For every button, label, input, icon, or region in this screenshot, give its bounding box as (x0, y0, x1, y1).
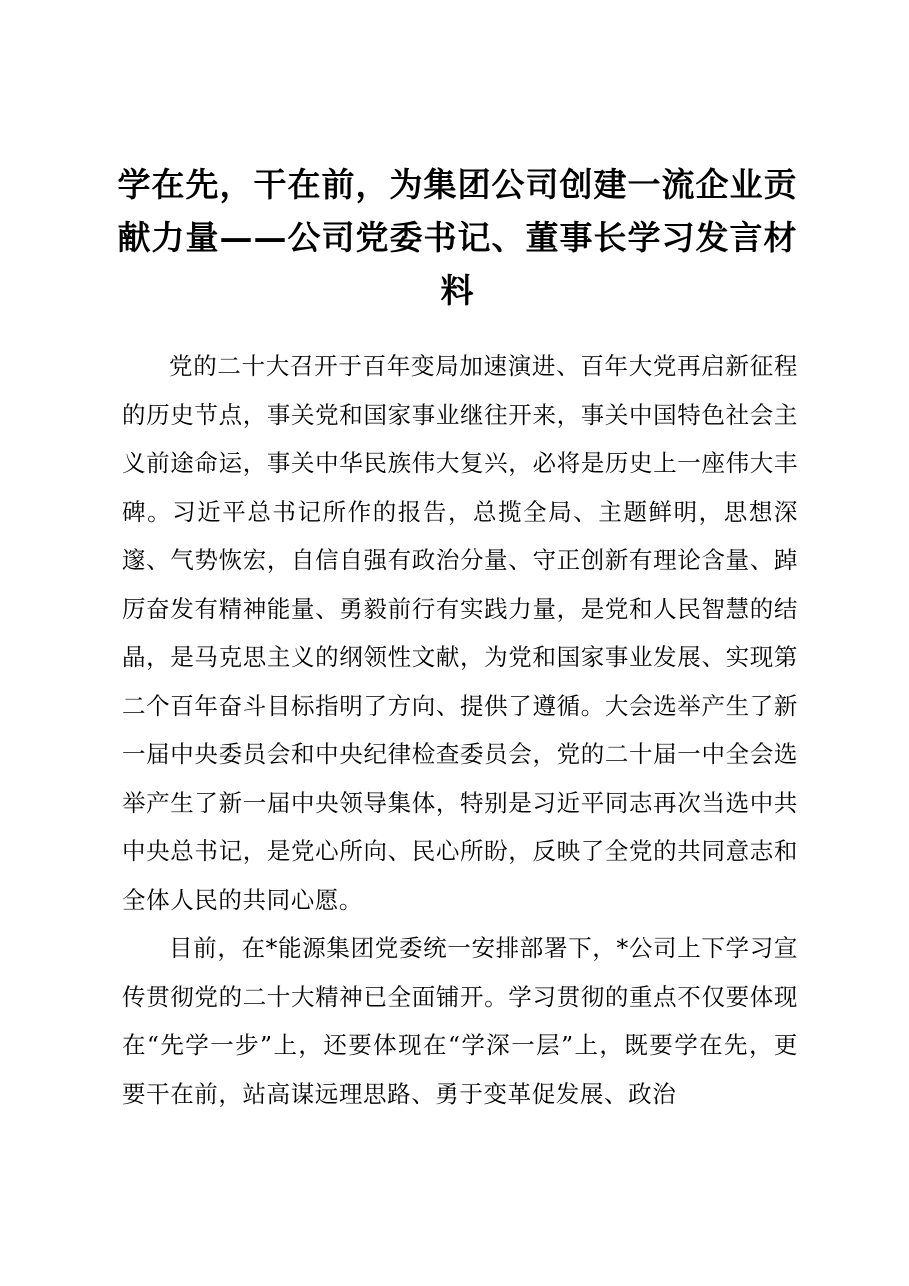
paragraph-2: 目前，在*能源集团党委统一安排部署下，*公司上下学习宣传贯彻党的二十大精神已全面铺开。学习贯彻的重点不仅要体现在“先学一步”上，还要体现在“学深一层”上，既要学在先，更要干在前，站高谋远理思路、勇于变革促发展、政治 (122, 934, 798, 1108)
document-title: 学在先，干在前，为集团公司创建一流企业贡献力量——公司党委书记、董事长学习发言材料 (117, 165, 798, 310)
paragraph-1: 党的二十大召开于百年变局加速演进、百年大党再启新征程的历史节点，事关党和国家事业继往开来，事关中国特色社会主义前途命运，事关中华民族伟大复兴，必将是历史上一座伟大丰碑。习近平总书记所作的报告，总揽全局、主题鲜明，思想深邃、气势恢宏，自信自强有政治分量、守正创新有理论含量、踔厉奋发有精神能量、勇毅前行有实践力量，是党和人民智慧的结晶，是马克思主义的纲领性文献，为党和国家事业发展、实现第二个百年奋斗目标指明了方向、提供了遵循。大会选举产生了新一届中央委员会和中央纪律检查委员会，党的二十届一中全会选举产生了新一届中央领导集体，特别是习近平同志再次当选中共中央总书记，是党心所向、民心所盼，反映了全党的共同意志和全体人民的共同心愿。 (122, 352, 798, 914)
document-body (122, 342, 798, 1118)
